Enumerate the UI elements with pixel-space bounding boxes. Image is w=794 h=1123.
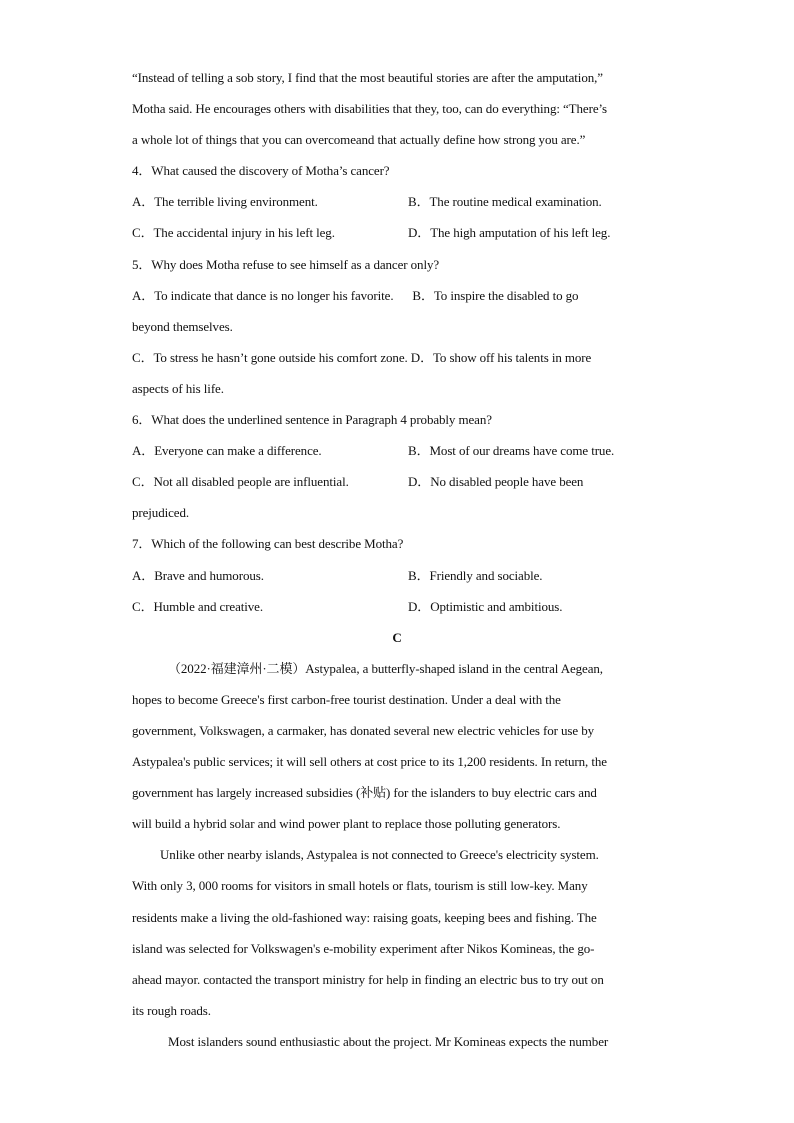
option-d: D．Optimistic and ambitious.: [408, 598, 563, 614]
paragraph-line: Most islanders sound enthusiastic about the project. Mr Komineas expects the number: [168, 1033, 609, 1049]
option-b: B．Friendly and sociable.: [408, 567, 543, 583]
passage-line: “Instead of telling a sob story, I find that the most beautiful stories are after the amputation,”: [132, 70, 603, 85]
option-d: D．The high amputation of his left leg.: [408, 225, 611, 241]
paragraph-line: residents make a living the old-fashioned way: raising goats, keeping bees and fishing. The: [132, 909, 597, 925]
option-a: A．Everyone can make a difference.: [132, 443, 322, 459]
section-heading: C: [392, 629, 402, 645]
question-5-options-ab-cont: beyond themselves.: [132, 318, 233, 334]
paragraph-line: will build a hybrid solar and wind power plant to replace those polluting generators.: [132, 816, 561, 832]
passage-line: a whole lot of things that you can overcomeand that actually define how strong you are.”: [132, 132, 586, 148]
paragraph-line: hopes to become Greece's first carbon-free tourist destination. Under a deal with the: [132, 691, 561, 707]
question-7-stem: 7．Which of the following can best describe Motha?: [132, 536, 404, 552]
question-7-options-ab: [132, 560, 662, 591]
question-5-options-cd: C．To stress he hasn’t gone outside his comfort zone. D．To show off his talents in more: [132, 349, 592, 365]
question-5-stem: 5．Why does Motha refuse to see himself as a dancer only?: [132, 256, 440, 272]
passage-line: Motha said. He encourages others with disabilities that they, too, can do everything: “There’s: [132, 101, 607, 117]
option-d: D．No disabled people have been: [408, 474, 584, 490]
paragraph-line: its rough roads.: [132, 1002, 211, 1018]
paragraph-line: Unlike other nearby islands, Astypalea is not connected to Greece's electricity system.: [160, 847, 599, 863]
question-6-options-cd: [132, 466, 662, 497]
paragraph-line: government has largely increased subsidies (补贴) for the islanders to buy electric cars and: [132, 785, 597, 801]
paragraph-line: With only 3, 000 rooms for visitors in small hotels or flats, tourism is still low-key. Many: [132, 878, 588, 894]
option-a: A．The terrible living environment.: [132, 194, 318, 210]
question-4-stem: 4．What caused the discovery of Motha’s cancer?: [132, 163, 390, 179]
question-6-options-ab: [132, 435, 662, 466]
paragraph-line: Astypalea's public services; it will sell others at cost price to its 1,200 residents. In return, the: [132, 754, 607, 770]
question-6-option-d-cont: prejudiced.: [132, 505, 190, 521]
question-4-options-ab: [132, 186, 662, 217]
question-6-stem: 6．What does the underlined sentence in Paragraph 4 probably mean?: [132, 412, 492, 428]
question-5-options-cd-cont: aspects of his life.: [132, 380, 224, 396]
option-b: B．Most of our dreams have come true.: [408, 443, 615, 459]
question-7-options-cd: [132, 591, 662, 622]
paragraph-line: island was selected for Volkswagen's e-mobility experiment after Nikos Komineas, the go-: [132, 940, 595, 956]
option-c: C．Humble and creative.: [132, 598, 264, 614]
paragraph-line: （2022·福建漳州·二模）Astypalea, a butterfly-shaped island in the central Aegean,: [168, 660, 603, 676]
paragraph-line: government, Volkswagen, a carmaker, has donated several new electric vehicles for use by: [132, 722, 594, 738]
question-5-options-ab: A．To indicate that dance is no longer his favorite. B．To inspire the disabled to go: [132, 287, 579, 303]
paragraph-line: ahead mayor. contacted the transport ministry for help in finding an electric bus to try out on: [132, 971, 604, 987]
option-a: A．Brave and humorous.: [132, 567, 264, 583]
option-c: C．Not all disabled people are influential.: [132, 474, 349, 490]
question-4-options-cd: [132, 217, 662, 248]
option-b: B．The routine medical examination.: [408, 194, 602, 210]
option-c: C．The accidental injury in his left leg.: [132, 225, 335, 241]
document-page: [132, 62, 662, 1057]
